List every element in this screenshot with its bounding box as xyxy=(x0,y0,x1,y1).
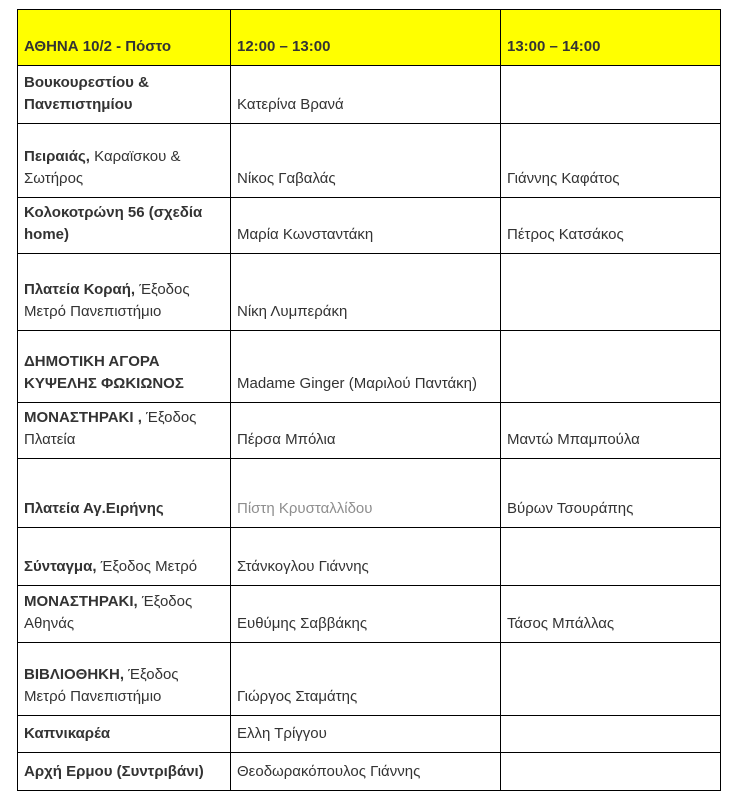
location-cell xyxy=(18,66,231,124)
table-row xyxy=(18,254,721,331)
slot2-cell xyxy=(501,254,721,331)
slot1-cell xyxy=(231,254,501,331)
location-name: Κολοκοτρώνη 56 (σχεδία home) xyxy=(24,204,203,243)
table-row xyxy=(18,124,721,198)
person-name: Θεοδωρακόπουλος Γιάννης xyxy=(237,763,421,780)
table-row xyxy=(18,716,721,753)
slot1-cell xyxy=(231,331,501,403)
person-name-muted: Πίστη Κρυσταλλίδου xyxy=(237,500,373,517)
location-detail: Έξοδος Μετρό Πανεπιστήμιο xyxy=(24,666,179,705)
slot1-cell xyxy=(231,643,501,716)
person-name: Τάσος Μπάλλας xyxy=(507,615,615,632)
location-cell xyxy=(18,254,231,331)
header-cell-post xyxy=(18,10,231,66)
person-name: Γιάννης Καφάτος xyxy=(507,170,620,187)
table-row xyxy=(18,586,721,643)
table-row xyxy=(18,198,721,254)
slot1-cell xyxy=(231,716,501,753)
person-name: Πέρσα Μπόλια xyxy=(237,431,336,448)
slot2-cell xyxy=(501,716,721,753)
location-cell xyxy=(18,331,231,403)
slot2-cell xyxy=(501,124,721,198)
slot2-cell xyxy=(501,459,721,528)
table-row xyxy=(18,753,721,791)
header-row xyxy=(18,10,721,66)
location-cell xyxy=(18,459,231,528)
person-name: Νίκος Γαβαλάς xyxy=(237,170,336,187)
slot1-cell xyxy=(231,66,501,124)
person-name: Μαντώ Μπαμπούλα xyxy=(507,431,640,448)
location-detail: Έξοδος Μετρό xyxy=(96,558,198,575)
location-name: ΔΗΜΟΤΙΚΗ ΑΓΟΡΑ ΚΥΨΕΛΗΣ ΦΩΚΙΩΝΟΣ xyxy=(24,353,184,392)
location-name: Αρχή Ερμου (Συντριβάνι) xyxy=(24,763,204,780)
person-name: Στάνκογλου Γιάννης xyxy=(237,558,369,575)
slot2-cell xyxy=(501,66,721,124)
location-detail: Έξοδος Μετρό Πανεπιστήμιο xyxy=(24,281,190,320)
person-name: Ευθύμης Σαββάκης xyxy=(237,615,368,632)
location-name: ΜΟΝΑΣΤΗΡΑΚΙ , xyxy=(24,409,142,426)
slot1-cell xyxy=(231,753,501,791)
slot1-cell xyxy=(231,124,501,198)
slot2-cell xyxy=(501,528,721,586)
location-cell xyxy=(18,403,231,459)
location-name: Πειραιάς, xyxy=(24,148,90,165)
person-name: Νίκη Λυμπεράκη xyxy=(237,303,348,320)
table-row xyxy=(18,331,721,403)
location-detail: Έξοδος Πλατεία xyxy=(24,409,197,448)
slot2-cell xyxy=(501,331,721,403)
person-name: Βύρων Τσουράπης xyxy=(507,500,634,517)
location-name: Καπνικαρέα xyxy=(24,725,111,742)
header-slot1-label: 12:00 – 13:00 xyxy=(237,38,331,55)
header-cell-slot-12-13 xyxy=(231,10,501,66)
location-name: Σύνταγμα, xyxy=(24,558,97,575)
person-name: Γιώργος Σταμάτης xyxy=(237,688,358,705)
table-row xyxy=(18,66,721,124)
slot2-cell xyxy=(501,643,721,716)
location-cell xyxy=(18,198,231,254)
location-name: ΒΙΒΛΙΟΘΗΚΗ, xyxy=(24,666,125,683)
slot2-cell xyxy=(501,198,721,254)
location-cell xyxy=(18,586,231,643)
location-cell xyxy=(18,643,231,716)
slot2-cell xyxy=(501,403,721,459)
slot2-cell xyxy=(501,586,721,643)
header-cell-slot-13-14 xyxy=(501,10,721,66)
slot1-cell xyxy=(231,403,501,459)
table-row xyxy=(18,403,721,459)
location-cell xyxy=(18,716,231,753)
schedule-table xyxy=(17,9,721,791)
table-row xyxy=(18,459,721,528)
slot1-cell xyxy=(231,459,501,528)
location-name: Βουκουρεστίου & Πανεπιστημίου xyxy=(24,74,149,113)
person-name: Madame Ginger (Μαριλού Παντάκη) xyxy=(237,375,477,392)
slot1-cell xyxy=(231,586,501,643)
location-cell xyxy=(18,753,231,791)
location-name: Πλατεία Κοραή, xyxy=(24,281,136,298)
location-cell xyxy=(18,528,231,586)
location-cell xyxy=(18,124,231,198)
slot1-cell xyxy=(231,198,501,254)
person-name: Μαρία Κωνσταντάκη xyxy=(237,226,374,243)
table-row xyxy=(18,643,721,716)
person-name: Κατερίνα Βρανά xyxy=(237,96,344,113)
table-row xyxy=(18,528,721,586)
person-name: Ελλη Τρίγγου xyxy=(237,725,327,742)
slot1-cell xyxy=(231,528,501,586)
slot2-cell xyxy=(501,753,721,791)
location-name: ΜΟΝΑΣΤΗΡΑΚΙ, xyxy=(24,593,138,610)
location-name: Πλατεία Αγ.Ειρήνης xyxy=(24,500,164,517)
location-detail: Έξοδος Αθηνάς xyxy=(24,593,193,632)
header-slot2-label: 13:00 – 14:00 xyxy=(507,38,601,55)
location-detail: Καραϊσκου & Σωτήρος xyxy=(24,148,181,187)
person-name: Πέτρος Κατσάκος xyxy=(507,226,624,243)
header-post-label: ΑΘΗΝΑ 10/2 - Πόστο xyxy=(24,38,171,55)
